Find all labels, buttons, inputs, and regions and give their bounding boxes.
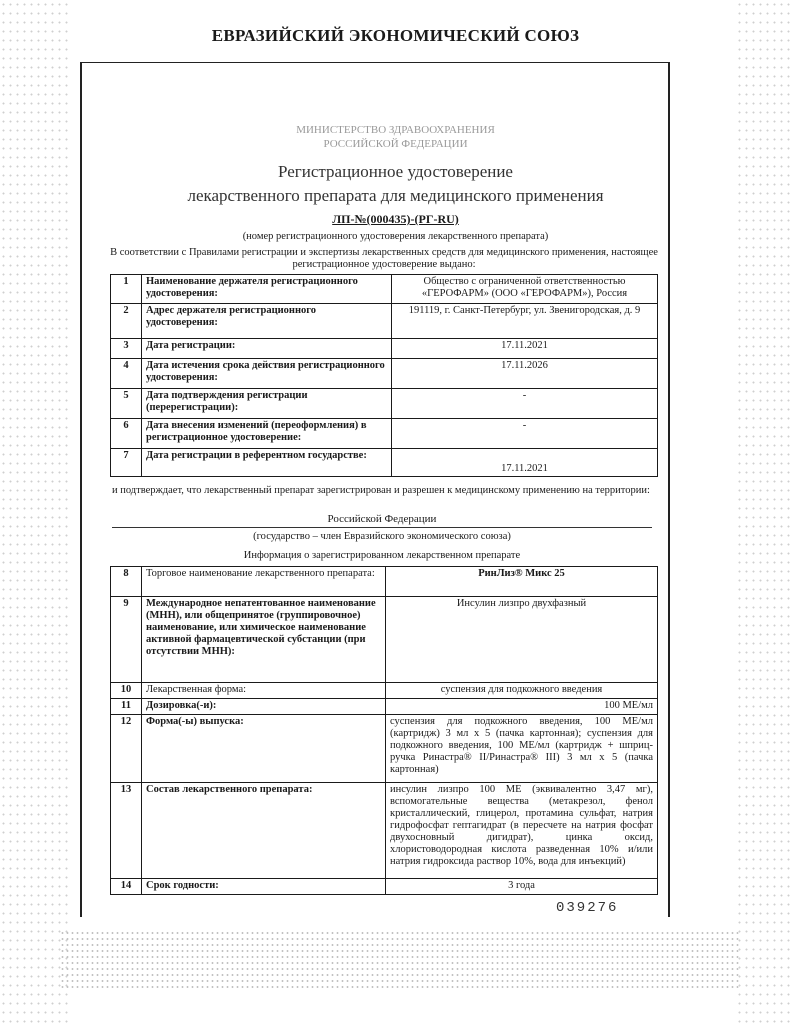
table-row: 14 Срок годности: 3 года [111, 879, 658, 895]
country-underline [112, 527, 652, 528]
scan-noise-left [0, 0, 70, 1024]
table-row: 11 Дозировка(-и): 100 МЕ/мл [111, 699, 658, 715]
certificate-number: ЛП-№(000435)-(РГ-RU) [332, 212, 459, 226]
table-row: 6 Дата внесения изменений (переоформления) в регистрационное удостоверение: - [111, 419, 658, 449]
table-row: 7 Дата регистрации в референтном государстве: 17.11.2021 [111, 449, 658, 477]
certificate-title: Регистрационное удостоверение лекарственного препарата для медицинского применения [187, 162, 604, 205]
serial-number: 039276 [556, 900, 619, 916]
country-name: Российской Федерации [327, 513, 437, 525]
table-row: 2 Адрес держателя регистрационного удостоверения: 191119, г. Санкт-Петербург, ул. Звенигородская, д. 9 [111, 304, 658, 339]
confirmation-text: и подтверждает, что лекарственный препарат зарегистрирован и разрешен к медицинскому применению на территории: [112, 485, 650, 496]
certificate-number-note: (номер регистрационного удостоверения лекарственного препарата) [242, 231, 549, 242]
table-row: 13 Состав лекарственного препарата: инсулин лизпро 100 МЕ (эквивалентно 3,47 мг), вспомогательные вещества (метакрезол, фенол кристаллический, глицерол, протамина сульфат, натрия гидрофосфат гептагидрат (в пересчете на натрия фосфат двухосновный дигидрат), цинка оксид, хлористоводородная кислота разведенная 10% и/или натрия гидроксида раствор 10%, вода для инъекций) [111, 783, 658, 879]
info-heading: Информация о зарегистрированном лекарственном препарате [243, 550, 521, 561]
table-row: 1 Наименование держателя регистрационного удостоверения: Общество с ограниченной ответственностью «ГЕРОФАРМ» (ООО «ГЕРОФАРМ»), Россия [111, 275, 658, 304]
intro-text: В соответствии с Правилами регистрации и экспертизы лекарственных средств для медицинского применения, настоящее регистрационное удостоверение выдано: [110, 247, 658, 270]
table-row: 3 Дата регистрации: 17.11.2021 [111, 339, 658, 359]
drug-info-table [110, 566, 658, 895]
ministry-name: МИНИСТЕРСТВО ЗДРАВООХРАНЕНИЯ РОССИЙСКОЙ ФЕДЕРАЦИИ [296, 124, 495, 150]
country-note: (государство – член Евразийского экономического союза) [253, 531, 511, 542]
frame-top [80, 62, 670, 63]
table-row: 8 Торговое наименование лекарственного препарата: РинЛиз® Микс 25 [111, 567, 658, 597]
table-row: 9 Международное непатентованное наименование (МНН), или общепринятое (группировочное) наименование, или химическое наименование активной фармацевтической субстанции (при отсутствии МНН): Инсулин лизпро двухфазный [111, 597, 658, 683]
table-row: 10 Лекарственная форма: суспензия для подкожного введения [111, 683, 658, 699]
header-title: ЕВРАЗИЙСКИЙ ЭКОНОМИЧЕСКИЙ СОЮЗ [211, 26, 580, 45]
table-row: 12 Форма(-ы) выпуска: суспензия для подкожного введения, 100 МЕ/мл (картридж) 3 мл х 5 (пачка картонная); суспензия для подкожного введения, 100 МЕ/мл (картридж + шприц-ручка Ринастра® II/Ринастра® III) 3 мл х 5 (пачка картонная) [111, 715, 658, 783]
registration-table [110, 274, 658, 477]
table-row: 5 Дата подтверждения регистрации (перерегистрации): - [111, 389, 658, 419]
table-row: 4 Дата истечения срока действия регистрационного удостоверения: 17.11.2026 [111, 359, 658, 389]
scan-noise-bottom [60, 930, 740, 990]
scan-noise-right [736, 0, 791, 1024]
